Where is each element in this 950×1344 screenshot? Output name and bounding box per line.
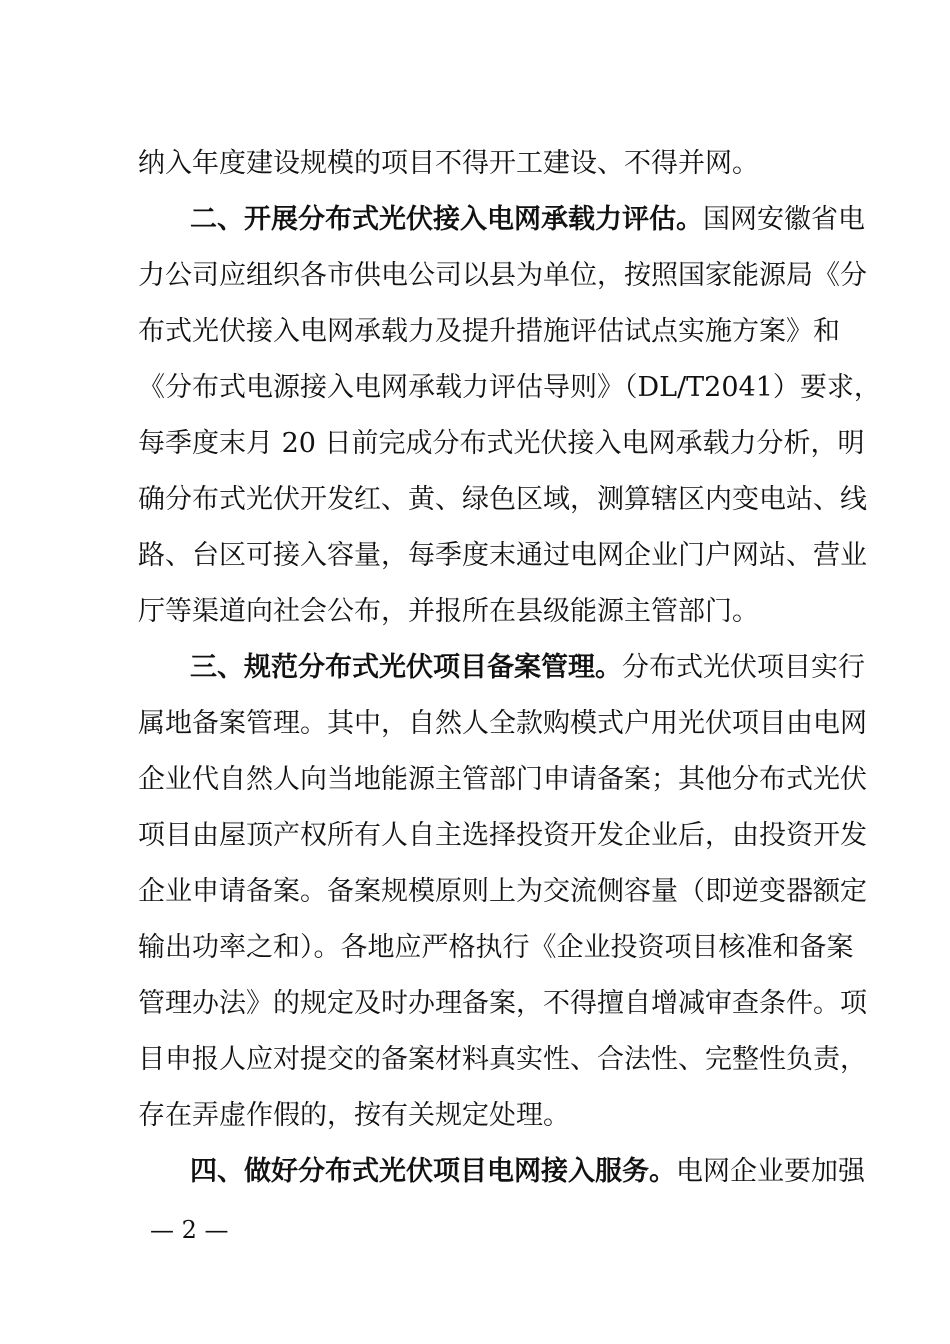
body-line: 输出功率之和）。各地应严格执行《企业投资项目核准和备案 [138, 932, 854, 963]
body-line: 项目由屋顶产权所有人自主选择投资开发企业后，由投资开发 [138, 820, 867, 851]
body-line: 目申报人应对提交的备案材料真实性、合法性、完整性负责， [138, 1044, 867, 1075]
body-line: 属地备案管理。其中，自然人全款购模式户用光伏项目由电网 [138, 708, 867, 739]
body-line: 管理办法》的规定及时办理备案，不得擅自增减审查条件。项 [138, 988, 867, 1019]
section-lead-text: 电网企业要加强 [676, 1156, 865, 1187]
section-heading: 二、开展分布式光伏接入电网承载力评估。 [190, 204, 703, 235]
section-heading: 三、规范分布式光伏项目备案管理。 [190, 652, 622, 683]
section-heading-line [190, 192, 865, 248]
body-line: 布式光伏接入电网承载力及提升措施评估试点实施方案》和 [138, 316, 840, 347]
body-line: 纳入年度建设规模的项目不得开工建设、不得并网。 [138, 148, 759, 179]
body-line: 企业代自然人向当地能源主管部门申请备案；其他分布式光伏 [138, 764, 867, 795]
section-heading-line [190, 640, 865, 696]
body-line: 路、台区可接入容量，每季度末通过电网企业门户网站、营业 [138, 540, 867, 571]
body-line: 企业申请备案。备案规模原则上为交流侧容量（即逆变器额定 [138, 876, 867, 907]
body-line: 存在弄虚作假的，按有关规定处理。 [138, 1100, 570, 1131]
page-number: — 2 — [150, 1216, 229, 1244]
body-line: 力公司应组织各市供电公司以县为单位，按照国家能源局《分 [138, 260, 867, 291]
body-line: 每季度末月 20 日前完成分布式光伏接入电网承载力分析，明 [138, 428, 865, 459]
section-lead-text: 国网安徽省电 [703, 204, 865, 235]
body-line: 《分布式电源接入电网承载力评估导则》（DL/T2041）要求， [138, 372, 881, 403]
section-heading: 四、做好分布式光伏项目电网接入服务。 [190, 1156, 676, 1187]
body-line: 厅等渠道向社会公布，并报所在县级能源主管部门。 [138, 596, 759, 627]
body-line: 确分布式光伏开发红、黄、绿色区域，测算辖区内变电站、线 [138, 484, 867, 515]
section-heading-line [190, 1144, 865, 1200]
section-lead-text: 分布式光伏项目实行 [622, 652, 865, 683]
